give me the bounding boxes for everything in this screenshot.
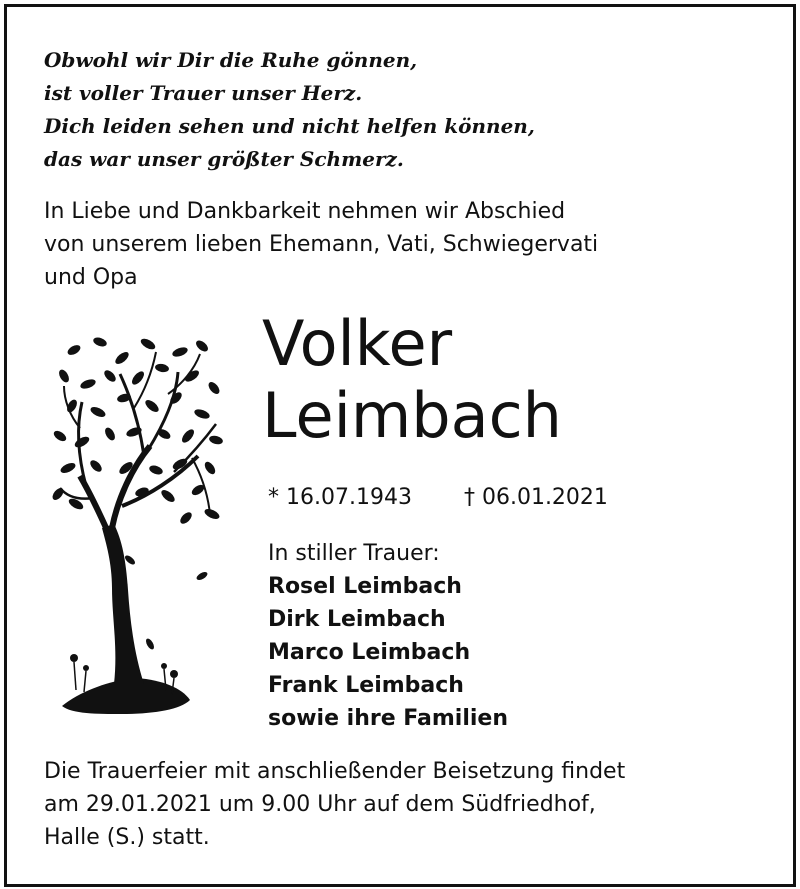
funeral-line: Die Trauerfeier mit anschließender Beisetzung findet	[44, 759, 626, 784]
intro-line: und Opa	[44, 265, 138, 290]
mourner-name: Rosel Leimbach	[268, 574, 462, 599]
last-name: Leimbach	[262, 379, 562, 452]
mourner-name: Dirk Leimbach	[268, 607, 446, 632]
mourner-name: Frank Leimbach	[268, 673, 464, 698]
birth-date: * 16.07.1943	[268, 485, 412, 510]
intro-line: von unserem lieben Ehemann, Vati, Schwiegervati	[44, 232, 599, 257]
mourners-list	[268, 537, 508, 735]
funeral-line: Halle (S.) statt.	[44, 825, 210, 850]
tree-icon	[52, 328, 227, 726]
first-name: Volker	[262, 307, 453, 380]
life-dates	[268, 483, 608, 513]
poem	[44, 44, 535, 176]
poem-line: ist voller Trauer unser Herz.	[44, 81, 363, 105]
mourner-name: Marco Leimbach	[268, 640, 471, 665]
intro-text	[44, 195, 598, 294]
mourners-label: In stiller Trauer:	[268, 541, 440, 566]
mourner-name: sowie ihre Familien	[268, 706, 509, 731]
poem-line: das war unser größter Schmerz.	[44, 147, 404, 171]
poem-line: Dich leiden sehen und nicht helfen können,	[44, 114, 535, 138]
funeral-info	[44, 755, 625, 854]
death-date: † 06.01.2021	[463, 485, 608, 510]
funeral-line: am 29.01.2021 um 9.00 Uhr auf dem Südfriedhof,	[44, 792, 596, 817]
deceased-name	[262, 308, 562, 452]
intro-line: In Liebe und Dankbarkeit nehmen wir Abschied	[44, 199, 566, 224]
poem-line: Obwohl wir Dir die Ruhe gönnen,	[44, 48, 418, 72]
